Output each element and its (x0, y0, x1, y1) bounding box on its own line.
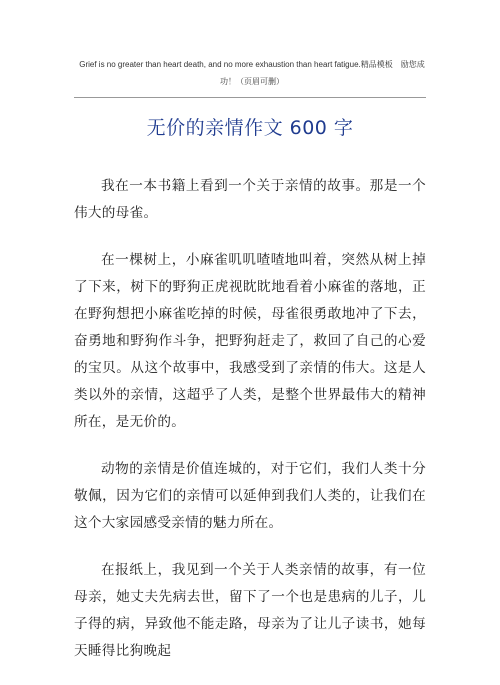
paragraph: 动物的亲情是价值连城的，对于它们，我们人类十分敬佩，因为它们的亲情可以延伸到我们人类的，让我们在这个大家园感受亲情的魅力所在。 (74, 461, 426, 531)
paragraph: 在一棵树上，小麻雀叽叽喳喳地叫着，突然从树上掉了下来，树下的野狗正虎视眈眈地看着小麻雀的落地，正在野狗想把小麻雀吃掉的时候，母雀很勇敢地冲了下去，奋勇地和野狗作斗争，把野狗赶走了，救回了自己的心爱的宝贝。从这个故事中，我感受到了亲情的伟大。这是人类以外的亲情，这超乎了人类，是整个世界最伟大的精神所在，是无价的。 (74, 252, 426, 430)
page-header: Grief is no greater than heart death, and no more exhaustion than heart fatigue.精品模板 励您成功！（页眉可删） (79, 60, 425, 86)
document-body (74, 173, 426, 685)
header-divider (74, 97, 426, 98)
paragraph: 我在一本书籍上看到一个关于亲情的故事。那是一个伟大的母雀。 (74, 178, 426, 221)
paragraph: 在报纸上，我见到一个关于人类亲情的故事，有一位母亲，她丈夫先病去世，留下了一个也是患病的儿子，儿子得的病，异致他不能走路，母亲为了让儿子读书，她每天睡得比狗晚起 (74, 562, 426, 659)
document-title: 无价的亲情作文 600 字 (146, 117, 354, 139)
